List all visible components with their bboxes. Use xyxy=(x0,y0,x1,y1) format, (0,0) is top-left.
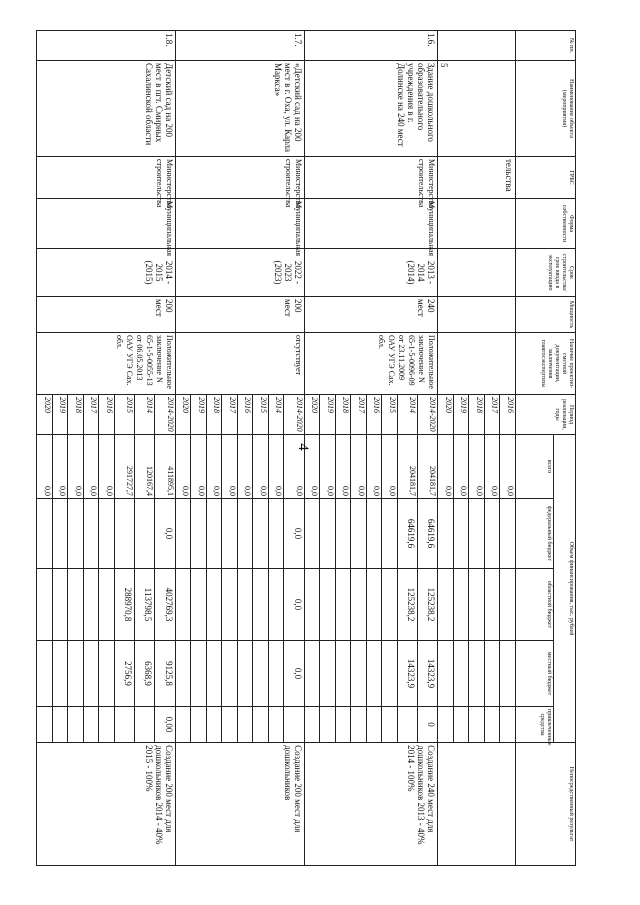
year-cell: 2019 xyxy=(52,395,68,435)
local-cell: 9125,8 xyxy=(155,641,175,707)
year-cell: 2020 xyxy=(37,395,53,435)
total-cell: 204181,7 xyxy=(418,435,438,499)
header-capacity: Мощность xyxy=(516,297,576,333)
local-cell: 6368,9 xyxy=(135,641,155,707)
local-cell: 2756,9 xyxy=(114,641,134,707)
header-grbs: ГРБС xyxy=(516,157,576,199)
total-cell: 0,0 xyxy=(484,435,500,499)
total-cell: 0,0 xyxy=(284,435,304,499)
year-cell: 2016 xyxy=(99,395,115,435)
other-cell: 0,00 xyxy=(155,707,175,743)
header-other: привлеченные средства xyxy=(516,707,554,743)
ownership-cell: Муниципальная xyxy=(304,199,438,249)
year-cell: 2014 xyxy=(135,395,155,435)
regional-cell: 125238,2 xyxy=(397,569,417,641)
ownership-cell: Муниципальная xyxy=(37,199,176,249)
header-local: местный бюджет xyxy=(516,641,554,707)
total-cell: 0,0 xyxy=(206,435,222,499)
total-cell: 0,0 xyxy=(382,435,398,499)
year-cell: 2020 xyxy=(175,395,191,435)
header-result: Непосредственный результат xyxy=(516,743,576,866)
total-cell: 0,0 xyxy=(304,435,320,499)
row-no: 1.6. xyxy=(304,31,438,61)
regional-cell: 0,0 xyxy=(284,569,304,641)
program-objects-table xyxy=(36,30,576,866)
year-cell: 2020 xyxy=(304,395,320,435)
total-cell: 0,0 xyxy=(320,435,336,499)
year-cell: 2014-2020 xyxy=(155,395,175,435)
federal-cell: 64619,6 xyxy=(397,499,417,569)
total-cell: 0,0 xyxy=(253,435,269,499)
total-cell: 0,0 xyxy=(453,435,469,499)
year-cell: 2014 xyxy=(397,395,417,435)
regional-cell: 402769,3 xyxy=(155,569,175,641)
year-cell: 2014-2020 xyxy=(418,395,438,435)
total-cell: 411895,1 xyxy=(155,435,175,499)
docs-cell: Положительное заключение N 65-1-5-0096-09 от 23.11.2009 ОАУ УГЭ Сах. обл. xyxy=(304,333,438,395)
docs-cell: отсутствует xyxy=(175,333,304,395)
docs-cell: Положительное заключение N 65-1-5-0055-13 от 06.05.2013 ОАУ УГЭ Сах. обл. xyxy=(37,333,176,395)
total-cell: 120167,4 xyxy=(135,435,155,499)
page-number: 4 xyxy=(295,443,311,451)
year-cell: 2018 xyxy=(68,395,84,435)
capacity-cell: 240 мест xyxy=(304,297,438,333)
year-cell: 2016 xyxy=(366,395,382,435)
carry-col5: 5 xyxy=(438,61,516,157)
total-cell: 0,0 xyxy=(438,435,454,499)
total-cell: 204181,7 xyxy=(397,435,417,499)
local-cell: 14323,9 xyxy=(397,641,417,707)
total-cell: 0,0 xyxy=(68,435,84,499)
year-cell: 2015 xyxy=(114,395,134,435)
capacity-cell: 200 мест xyxy=(175,297,304,333)
header-total: всего xyxy=(516,435,554,499)
rotated-table-wrapper xyxy=(36,30,576,865)
header-ownership: Форма собственности xyxy=(516,199,576,249)
header-name: Наименование объекта (мероприятия) xyxy=(516,61,576,157)
total-cell: 0,0 xyxy=(222,435,238,499)
result-cell: Создание 200 мест для дошкольников 2014 - 40% 2015 - 100% xyxy=(37,743,176,866)
year-cell: 2018 xyxy=(469,395,485,435)
year-cell: 2018 xyxy=(206,395,222,435)
year-cell: 2015 xyxy=(253,395,269,435)
carry-capacity xyxy=(438,297,516,333)
other-cell: 0 xyxy=(418,707,438,743)
grbs-cell: Министерство строительства xyxy=(37,157,176,199)
header-regional: областной бюджет xyxy=(516,569,554,641)
local-cell: 0,0 xyxy=(284,641,304,707)
header-period-impl: Период реализации, годы xyxy=(516,395,576,435)
header-federal: федеральный бюджет xyxy=(516,499,554,569)
total-cell: 0,0 xyxy=(37,435,53,499)
row-no: 1.7. xyxy=(175,31,304,61)
total-cell: 291727,7 xyxy=(114,435,134,499)
header-no: № пп. xyxy=(516,31,576,61)
grbs-cell: Министерство строительства xyxy=(304,157,438,199)
year-cell: 2019 xyxy=(320,395,336,435)
regional-cell: 288970,8 xyxy=(114,569,134,641)
regional-cell: 113798,5 xyxy=(135,569,155,641)
total-cell: 0,0 xyxy=(500,435,516,499)
total-cell: 0,0 xyxy=(366,435,382,499)
year-cell: 2014 xyxy=(268,395,284,435)
year-cell: 2017 xyxy=(222,395,238,435)
total-cell: 0,0 xyxy=(175,435,191,499)
object-name: «Детский сад на 200 мест в г. Оха, ул. Карла Маркса» xyxy=(175,61,304,157)
year-cell: 2017 xyxy=(83,395,99,435)
capacity-cell: 200 мест xyxy=(37,297,176,333)
carry-docs xyxy=(438,333,516,395)
federal-cell: 0,0 xyxy=(155,499,175,569)
object-name: Детский сад на 200 мест в пгт. Смирных Сахалинской области xyxy=(37,61,176,157)
year-cell: 2019 xyxy=(453,395,469,435)
carry-result xyxy=(438,743,516,866)
year-cell: 2020 xyxy=(438,395,454,435)
local-cell: 14323,9 xyxy=(418,641,438,707)
result-cell: Создание 240 мест для дошкольников 2013 - 40% 2014 - 100% xyxy=(304,743,438,866)
year-cell: 2017 xyxy=(484,395,500,435)
year-cell: 2018 xyxy=(335,395,351,435)
total-cell: 0,0 xyxy=(268,435,284,499)
federal-cell: 64619,6 xyxy=(418,499,438,569)
ownership-cell: Муниципальная xyxy=(175,199,304,249)
row-no: 1.8. xyxy=(37,31,176,61)
total-cell: 0,0 xyxy=(191,435,207,499)
header-docs: Наличие проектно-сметной документации, заключения главгосэкспертизы xyxy=(516,333,576,395)
carry-grbs: тельства xyxy=(438,157,516,199)
result-cell: Создание 200 мест для дошкольников xyxy=(175,743,304,866)
carry-period xyxy=(438,249,516,297)
period-cell: 2022 - 2023 (2023) xyxy=(175,249,304,297)
carry-ownership xyxy=(438,199,516,249)
regional-cell: 125238,2 xyxy=(418,569,438,641)
year-cell: 2019 xyxy=(191,395,207,435)
year-cell: 2014-2020 xyxy=(284,395,304,435)
year-cell: 2015 xyxy=(382,395,398,435)
federal-cell: 0,0 xyxy=(284,499,304,569)
total-cell: 0,0 xyxy=(469,435,485,499)
period-cell: 2013 - 2014 (2014) xyxy=(304,249,438,297)
total-cell: 0,0 xyxy=(52,435,68,499)
grbs-cell: Министерство строительства xyxy=(175,157,304,199)
header-finance: Объем финансирования, тыс. рублей xyxy=(554,435,576,743)
total-cell: 0,0 xyxy=(83,435,99,499)
year-cell: 2016 xyxy=(237,395,253,435)
total-cell: 0,0 xyxy=(335,435,351,499)
period-cell: 2014 - 2015 (2015) xyxy=(37,249,176,297)
carry-no xyxy=(438,31,516,61)
object-name: Здание дошкольного образовательного учреждения в г. Долинске на 240 мест xyxy=(304,61,438,157)
total-cell: 0,0 xyxy=(237,435,253,499)
header-period-build: Срок строительства/срок ввода в эксплуатацию xyxy=(516,249,576,297)
total-cell: 0,0 xyxy=(351,435,367,499)
year-cell: 2016 xyxy=(500,395,516,435)
year-cell: 2017 xyxy=(351,395,367,435)
total-cell: 0,0 xyxy=(99,435,115,499)
